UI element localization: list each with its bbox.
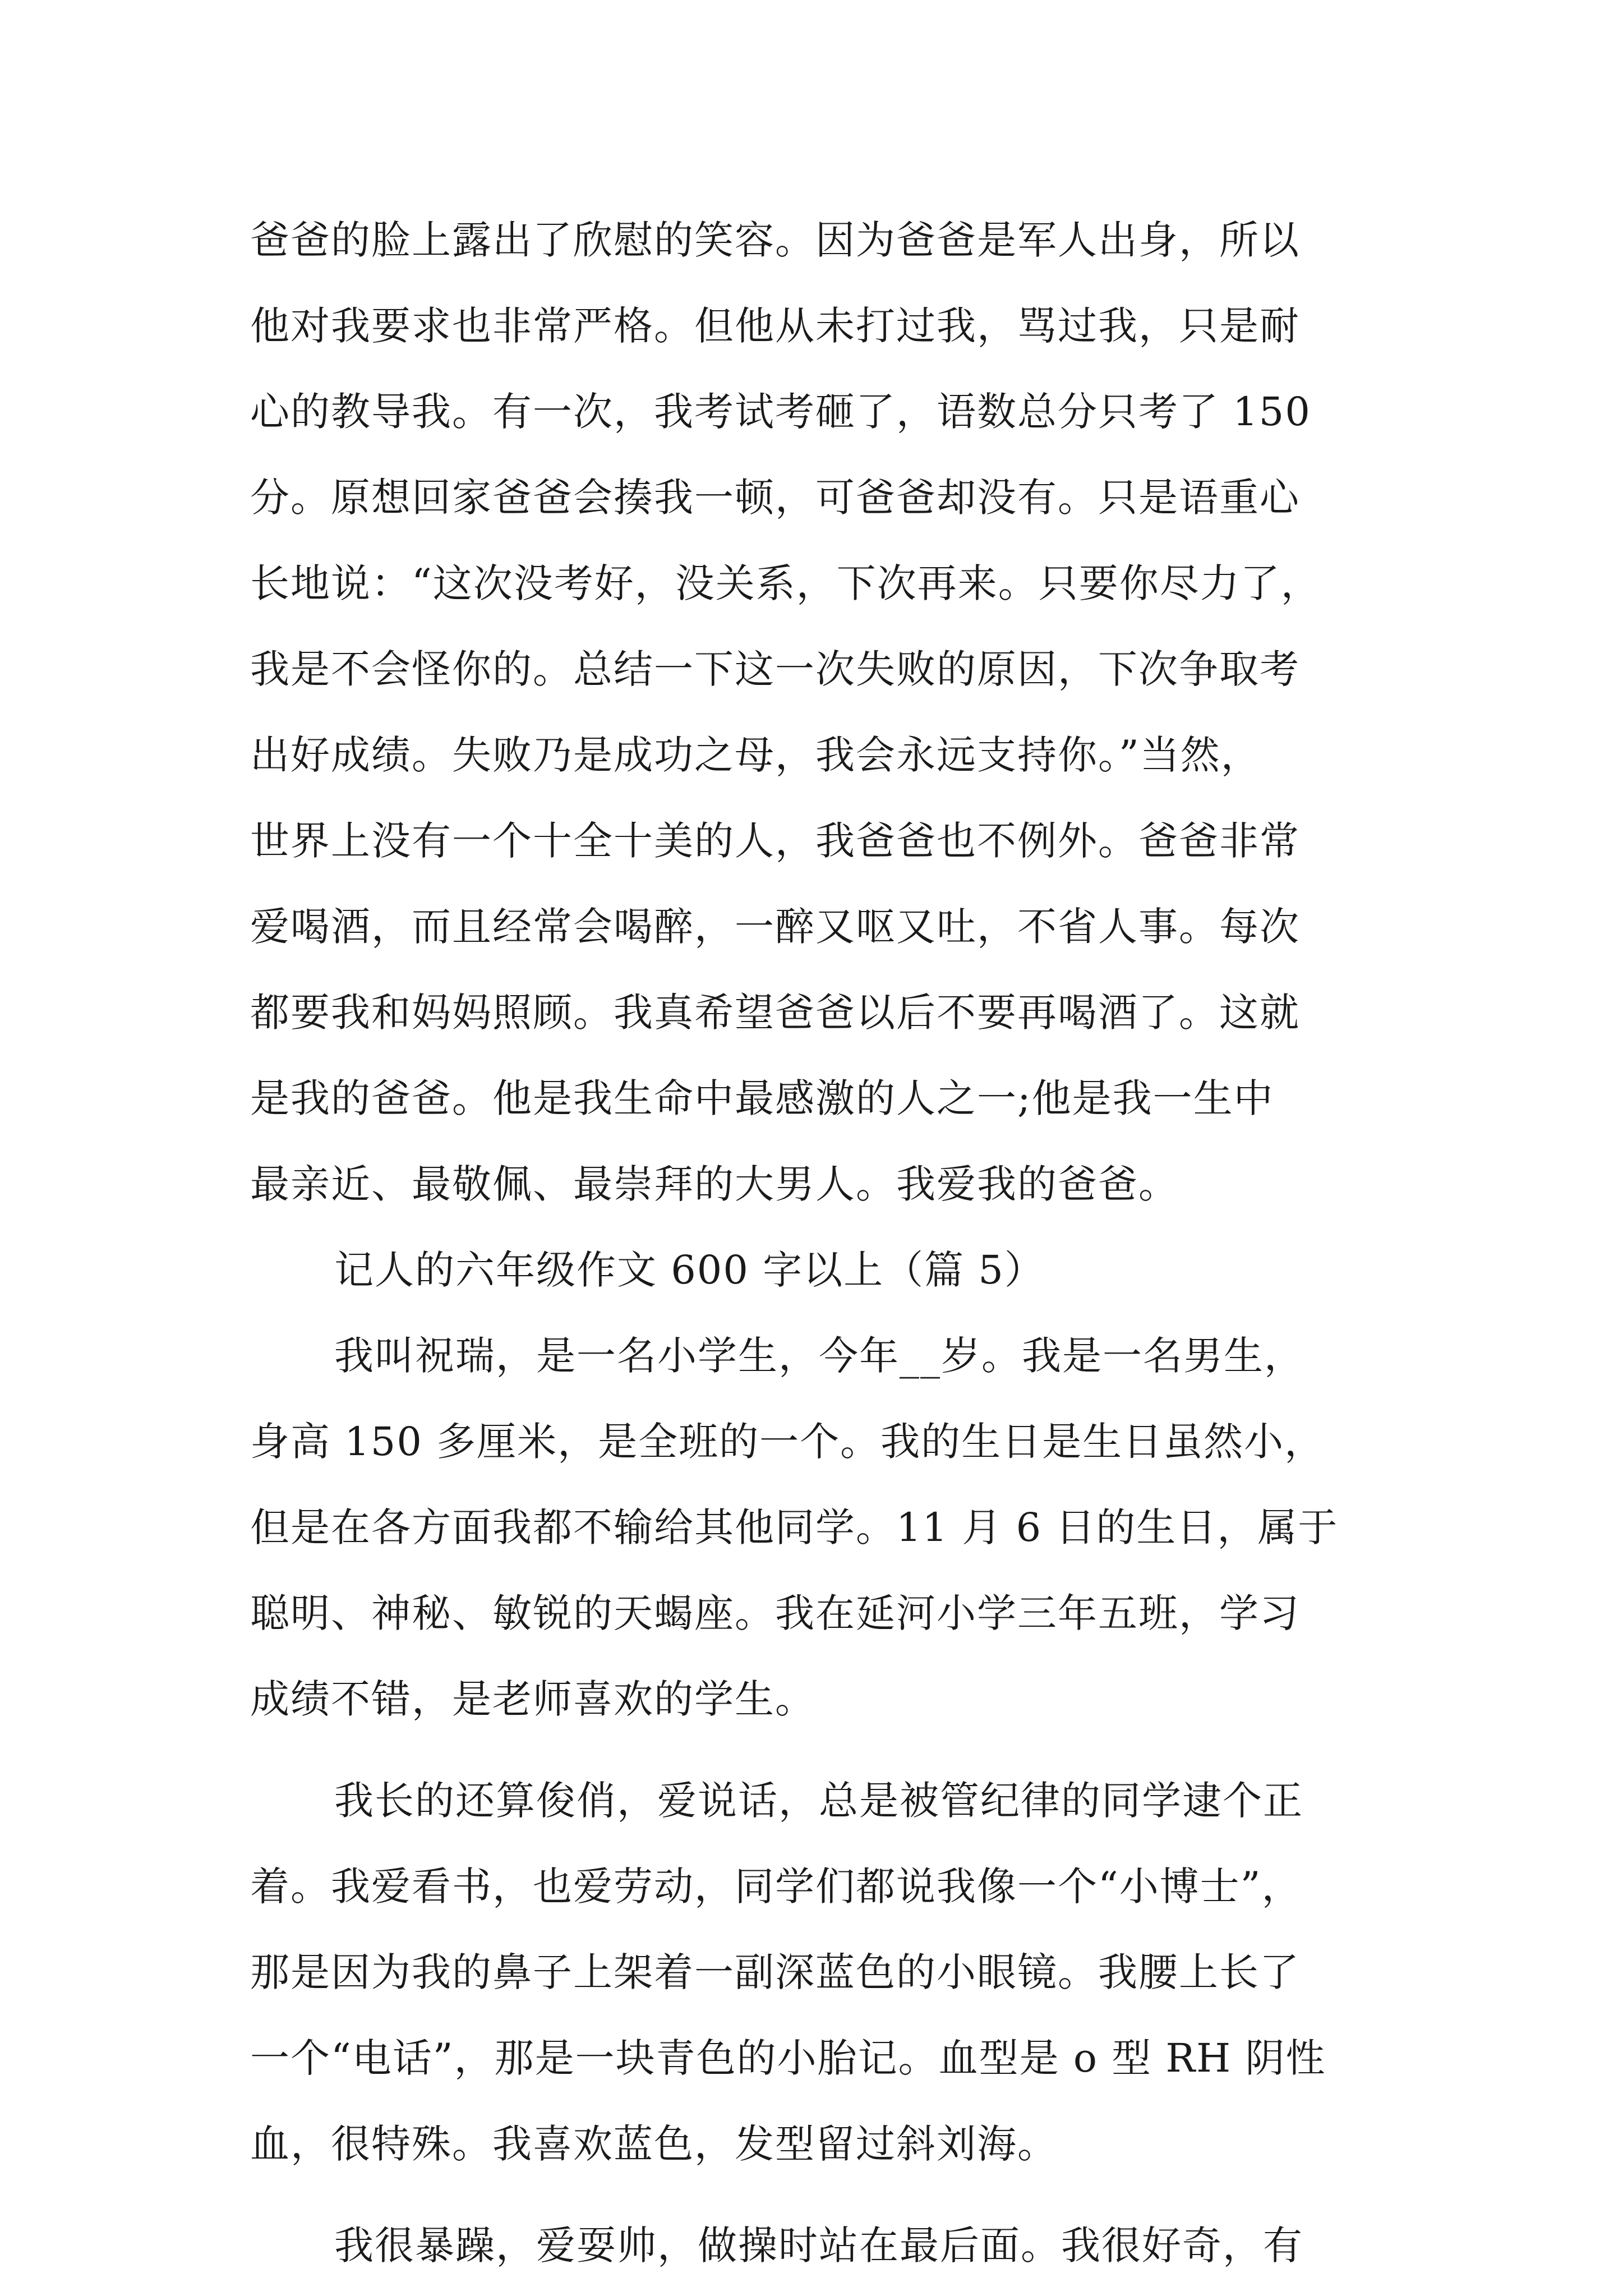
text-line: 世界上没有一个十全十美的人，我爸爸也不例外。爸爸非常 [250, 818, 1300, 864]
text-line: 爸爸的脸上露出了欣慰的笑容。因为爸爸是军人出身，所以 [250, 217, 1300, 263]
text-line: 我叫祝瑞，是一名小学生，今年__岁。我是一名男生， [334, 1333, 1304, 1379]
text-line: 成绩不错，是老师喜欢的学生。 [250, 1676, 815, 1722]
text-line: 最亲近、最敬佩、最崇拜的大男人。我爱我的爸爸。 [250, 1161, 1179, 1207]
paragraph-intro [250, 1313, 1389, 1742]
text-line: 我是不会怪你的。总结一下这一次失败的原因，下次争取考 [250, 646, 1300, 692]
text-line: 但是在各方面我都不输给其他同学。11 月 6 日的生日，属于 [250, 1504, 1339, 1550]
paragraph-personality [250, 2203, 1389, 2289]
section-heading: 记人的六年级作文 600 字以上（篇 5） [334, 1247, 1045, 1293]
text-line: 聪明、神秘、敏锐的天蝎座。我在延河小学三年五班，学习 [250, 1590, 1300, 1636]
text-line: 心的教导我。有一次，我考试考砸了，语数总分只考了 150 [250, 389, 1311, 435]
paragraph-appearance [250, 1758, 1389, 2187]
text-line: 他对我要求也非常严格。但他从未打过我，骂过我，只是耐 [250, 303, 1300, 349]
text-line: 血，很特殊。我喜欢蓝色，发型留过斜刘海。 [250, 2121, 1058, 2167]
text-line: 分。原想回家爸爸会揍我一顿，可爸爸却没有。只是语重心 [250, 475, 1300, 521]
text-line: 一个“电话”，那是一块青色的小胎记。血型是 o 型 RH 阴性 [250, 2035, 1326, 2081]
text-line: 都要我和妈妈照顾。我真希望爸爸以后不要再喝酒了。这就 [250, 990, 1300, 1036]
text-line: 出好成绩。失败乃是成功之母，我会永远支持你。”当然， [250, 732, 1261, 778]
continued-paragraph [250, 197, 1389, 1227]
text-line: 那是因为我的鼻子上架着一副深蓝色的小眼镜。我腰上长了 [250, 1949, 1300, 1995]
text-line: 我长的还算俊俏，爱说话，总是被管纪律的同学逮个正 [334, 1778, 1303, 1824]
text-line: 是我的爸爸。他是我生命中最感激的人之一;他是我一生中 [250, 1075, 1274, 1121]
document-body [250, 197, 1389, 2289]
text-line: 爱喝酒，而且经常会喝醉，一醉又呕又吐，不省人事。每次 [250, 904, 1300, 950]
text-line: 着。我爱看书，也爱劳动，同学们都说我像一个“小博士”， [250, 1864, 1302, 1910]
text-line: 身高 150 多厘米，是全班的一个。我的生日是生日虽然小， [250, 1419, 1325, 1465]
text-line: 长地说：“这次没考好，没关系，下次再来。只要你尽力了， [250, 560, 1321, 606]
text-line: 我很暴躁，爱耍帅，做操时站在最后面。我很好奇，有 [334, 2223, 1303, 2269]
